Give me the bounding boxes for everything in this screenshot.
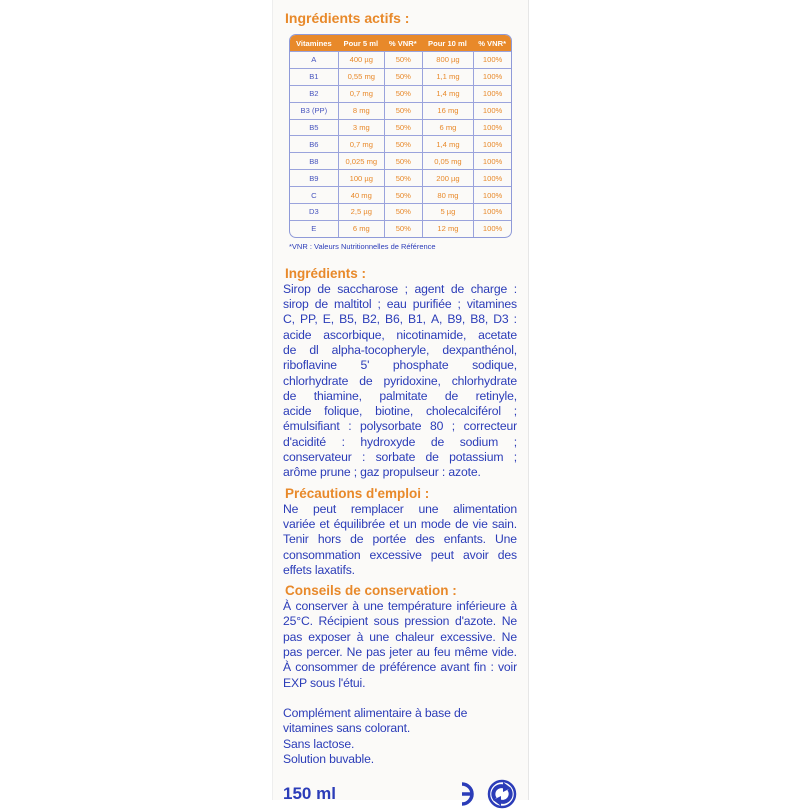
text-line (283, 450, 517, 465)
word: ; (377, 297, 381, 312)
word: C, (283, 312, 295, 327)
word: excessive (369, 547, 422, 562)
word: de (314, 297, 328, 312)
word: ; (513, 404, 517, 419)
table-cell: 50% (384, 68, 422, 85)
word: sorbate (375, 450, 416, 465)
table-cell: 0,05 mg (422, 152, 474, 169)
word: B5, (339, 312, 357, 327)
word: correcteur (463, 419, 517, 434)
word: Ne (501, 614, 517, 629)
table-cell: B2 (290, 85, 338, 102)
column-header: Pour 10 ml (422, 35, 474, 51)
word: potassium (449, 450, 504, 465)
word: pas (283, 629, 303, 644)
text-line (283, 404, 517, 419)
table-cell: 100% (473, 85, 511, 102)
vnr-footnote: *VNR : Valeurs Nutritionnelles de Référence (289, 241, 436, 251)
text-line: vitamines sans colorant. (283, 721, 411, 736)
text-line (283, 358, 517, 373)
table-cell: 400 µg (338, 51, 384, 68)
text-line (283, 548, 517, 563)
text-line: effets laxatifs. (283, 562, 355, 577)
column-header: Pour 5 ml (338, 35, 384, 51)
word: palmitate (379, 388, 428, 403)
table-row (290, 68, 511, 85)
word: pas (366, 645, 386, 660)
table-cell: 100% (473, 186, 511, 203)
table-cell: C (290, 186, 338, 203)
word: d'azote. (454, 614, 497, 629)
word: consommation (283, 547, 361, 562)
word: ; (513, 450, 517, 465)
word: Une (495, 532, 517, 547)
table-cell: 0,025 mg (338, 152, 384, 169)
word: chlorhydrate (283, 373, 349, 388)
word: chlorhydrate (451, 373, 517, 388)
word: portée (372, 532, 407, 547)
word: : (362, 450, 366, 465)
word: hydroxyde (360, 434, 416, 449)
table-cell: 1,4 mg (422, 135, 474, 152)
word: D3 (493, 312, 509, 327)
text-line (283, 297, 517, 312)
table-cell: 100% (473, 135, 511, 152)
word: Ne (283, 501, 299, 516)
word: ascorbique, (323, 327, 385, 342)
text-line (283, 599, 517, 614)
word: vide. (491, 645, 517, 660)
table-cell: 50% (384, 85, 422, 102)
word: à (352, 599, 359, 614)
table-cell: 0,55 mg (338, 68, 384, 85)
word: hors (317, 532, 341, 547)
text-line (283, 630, 517, 645)
word: de (361, 660, 376, 675)
ingredients-text (283, 282, 517, 481)
word: cholecalciférol (425, 404, 501, 419)
table-cell: 12 mg (422, 220, 474, 237)
word: pas (283, 645, 303, 660)
table-cell: 6 mg (338, 220, 384, 237)
word: 5' (360, 358, 370, 373)
word: À (283, 599, 291, 614)
table-header-row (290, 35, 511, 51)
table-row (290, 119, 511, 136)
table-row (290, 203, 511, 220)
word: vitamines (466, 297, 517, 312)
word: : (348, 419, 352, 434)
word: alimentation (453, 501, 517, 516)
table-cell: 2,5 µg (338, 203, 384, 220)
word: polysorbate (360, 419, 422, 434)
table-row (290, 51, 511, 68)
word: À (283, 660, 291, 675)
table-row (290, 102, 511, 119)
text-line: Complément alimentaire à base de (283, 705, 468, 720)
word: jeter (389, 645, 413, 660)
text-line (283, 660, 517, 675)
word: acide (283, 404, 312, 419)
word: riboflavine (283, 358, 337, 373)
word: un (403, 516, 417, 531)
table-cell: 40 mg (338, 186, 384, 203)
table-cell: 50% (384, 152, 422, 169)
word: des (497, 547, 517, 562)
word: : (341, 434, 345, 449)
word: au (416, 645, 430, 660)
column-header: % VNR* (473, 35, 511, 51)
word: : (513, 281, 517, 296)
table-cell: 100% (473, 220, 511, 237)
word: feu (433, 645, 451, 660)
table-cell: 3 mg (338, 119, 384, 136)
word: folique, (324, 404, 363, 419)
table-row (290, 186, 511, 203)
table-cell: 50% (384, 186, 422, 203)
text-line: Solution buvable. (283, 751, 374, 766)
word: Récipient (318, 614, 368, 629)
word: une (363, 599, 384, 614)
word: peut (430, 547, 454, 562)
table-cell: B5 (290, 119, 338, 136)
text-line (283, 532, 517, 547)
table-cell: 100% (473, 119, 511, 136)
word: acetate (478, 327, 517, 342)
bottom-row (283, 779, 517, 809)
word: de (430, 434, 445, 449)
word: : (513, 312, 517, 327)
word: de (350, 532, 364, 547)
precautions-text (283, 502, 517, 578)
word: émulsifiant (283, 419, 340, 434)
word: et (389, 516, 400, 531)
table-cell: 100% (473, 102, 511, 119)
word: de (425, 450, 439, 465)
word: à (356, 629, 364, 644)
word: une (369, 629, 390, 644)
word: Tenir (283, 532, 309, 547)
table-cell: 1,1 mg (422, 68, 474, 85)
word: température (387, 599, 452, 614)
word: acide (283, 327, 312, 342)
table-cell: 100% (473, 51, 511, 68)
word: à (510, 599, 517, 614)
word: excessive. (440, 629, 496, 644)
word: saccharose (337, 281, 399, 296)
table-cell: 0,7 mg (338, 135, 384, 152)
word: dl (309, 342, 319, 357)
word: dexpanthénol, (442, 342, 517, 357)
column-header: % VNR* (384, 35, 422, 51)
table-cell: 80 mg (422, 186, 474, 203)
word: conservateur (283, 450, 352, 465)
table-cell: B3 (PP) (290, 102, 338, 119)
word: ; (457, 297, 461, 312)
word: exposer (308, 629, 351, 644)
precautions-heading: Précautions d'emploi : (285, 485, 430, 501)
word: fin (473, 660, 487, 675)
word: vie (472, 516, 488, 531)
table-cell: 50% (384, 135, 422, 152)
table-cell: B6 (290, 135, 338, 152)
word: B9, (447, 312, 466, 327)
word: phosphate (392, 358, 449, 373)
word: Sirop (283, 281, 311, 296)
logo-icons (459, 779, 517, 809)
text-line (283, 328, 517, 343)
active-ingredients-heading: Ingrédients actifs : (285, 10, 410, 26)
word: sous (373, 614, 399, 629)
table-row (290, 85, 511, 102)
table-cell: 100% (473, 169, 511, 186)
word: de (455, 516, 469, 531)
word: enfants. (443, 532, 486, 547)
word: eau (386, 297, 407, 312)
table-row (290, 152, 511, 169)
text-line: arôme prune ; gaz propulseur : azote. (283, 465, 481, 480)
word: thiamine, (313, 388, 362, 403)
word: de (283, 388, 297, 403)
word: Ne (501, 629, 517, 644)
description-text (283, 706, 517, 767)
word: des (415, 532, 435, 547)
word: : (490, 660, 494, 675)
word: de (444, 388, 459, 403)
word: pression (404, 614, 450, 629)
text-line (283, 374, 517, 389)
word: peut (313, 501, 337, 516)
table-row (290, 169, 511, 186)
word: équilibrée (333, 516, 386, 531)
text-line (283, 517, 517, 532)
word: PP, (300, 312, 318, 327)
text-line (283, 435, 517, 450)
table-cell: D3 (290, 203, 338, 220)
text-line (283, 312, 517, 327)
word: ; (404, 281, 408, 296)
green-dot-recycle-icon (487, 779, 517, 809)
table-cell: 50% (384, 203, 422, 220)
word: remplacer (350, 501, 404, 516)
text-line (283, 282, 517, 297)
word: ; (451, 419, 456, 434)
table-body (290, 51, 511, 237)
word: voir (497, 660, 517, 675)
table-cell: E (290, 220, 338, 237)
word: ; (513, 434, 517, 449)
label-content (283, 10, 517, 809)
table-cell: B9 (290, 169, 338, 186)
table-cell: 50% (384, 119, 422, 136)
table-cell: 100% (473, 68, 511, 85)
table-cell: 16 mg (422, 102, 474, 119)
word: variée (283, 516, 316, 531)
word: alpha-tocopheryle, (331, 342, 430, 357)
text-line (283, 502, 517, 517)
word: avoir (463, 547, 489, 562)
word: retinyle, (475, 388, 517, 403)
word: avant (440, 660, 470, 675)
word: pyridoxine, (383, 373, 441, 388)
word: B6, (385, 312, 403, 327)
table-cell: A (290, 51, 338, 68)
word: une (418, 501, 439, 516)
text-line (283, 614, 517, 629)
word: sodique, (472, 358, 517, 373)
word: agent (414, 281, 445, 296)
word: mode (420, 516, 451, 531)
table-cell: 6 mg (422, 119, 474, 136)
estimated-e-mark-icon (459, 781, 477, 807)
table-row (290, 135, 511, 152)
table-cell: 50% (384, 220, 422, 237)
column-header: Vitamines (290, 35, 338, 51)
table-cell: 50% (384, 51, 422, 68)
table-cell: B1 (290, 68, 338, 85)
word: B1, (408, 312, 426, 327)
word: d'acidité (283, 434, 326, 449)
word: charge (470, 281, 508, 296)
table-cell: 800 µg (422, 51, 474, 68)
text-line: Sans lactose. (283, 736, 355, 751)
table-cell: 1,4 mg (422, 85, 474, 102)
text-line (283, 343, 517, 358)
table-cell: 0,7 mg (338, 85, 384, 102)
word: Ne (346, 645, 362, 660)
word: purifiée (412, 297, 452, 312)
table-cell: 50% (384, 169, 422, 186)
text-line (283, 645, 517, 660)
word: de (283, 342, 297, 357)
word: maltitol (334, 297, 372, 312)
word: de (359, 373, 373, 388)
word: chaleur (395, 629, 435, 644)
word: inférieure (456, 599, 506, 614)
text-line (283, 389, 517, 404)
word: 80 (429, 419, 444, 434)
word: sodium (459, 434, 499, 449)
table-cell: 100% (473, 203, 511, 220)
word: sain. (491, 516, 517, 531)
word: même (454, 645, 488, 660)
table-cell: 50% (384, 102, 422, 119)
table-cell: 200 µg (422, 169, 474, 186)
word: E, (322, 312, 334, 327)
text-line: EXP sous l'étui. (283, 675, 366, 690)
word: sirop (283, 297, 309, 312)
word: A, (430, 312, 443, 327)
table-cell: 8 mg (338, 102, 384, 119)
table-cell: 100% (473, 152, 511, 169)
storage-text (283, 599, 517, 691)
word: B8, (470, 312, 489, 327)
volume-label: 150 ml (283, 784, 336, 804)
word: 25°C. (283, 614, 313, 629)
word: biotine, (375, 404, 414, 419)
storage-heading: Conseils de conservation : (285, 583, 457, 599)
word: nicotinamide, (396, 327, 467, 342)
table-cell: 5 µg (422, 203, 474, 220)
ingredients-heading: Ingrédients : (285, 265, 367, 281)
word: percer. (306, 645, 343, 660)
vitamins-table (289, 34, 512, 238)
word: consommer (295, 660, 358, 675)
word: préférence (379, 660, 437, 675)
table-cell: B8 (290, 152, 338, 169)
word: de (450, 281, 465, 296)
text-line (283, 419, 517, 434)
word: et (319, 516, 330, 531)
word: B2, (362, 312, 380, 327)
table-row (290, 220, 511, 237)
word: conserver (295, 599, 348, 614)
table-cell: 100 µg (338, 169, 384, 186)
word: de (317, 281, 331, 296)
